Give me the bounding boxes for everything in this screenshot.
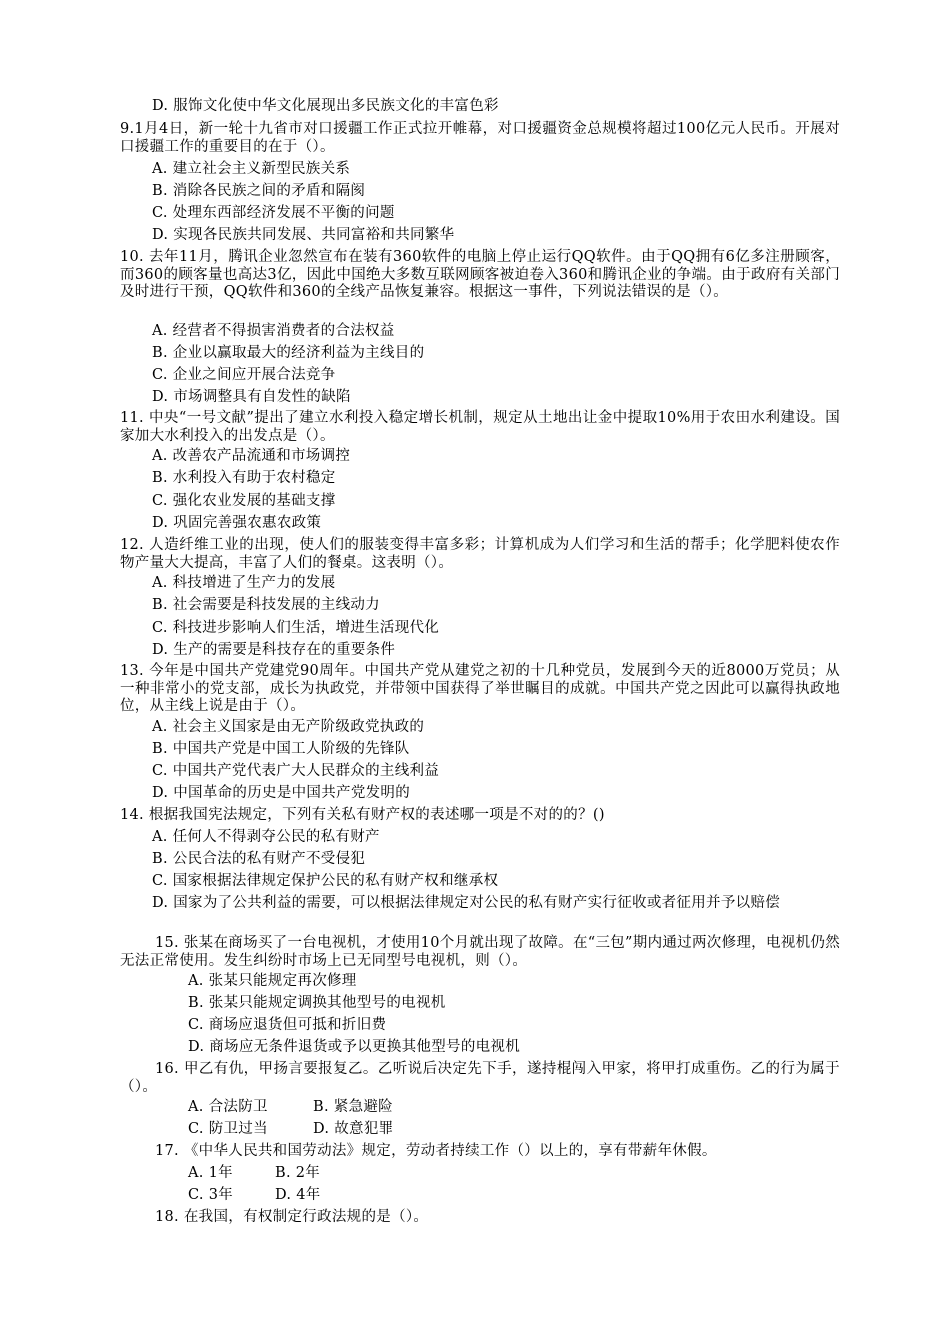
q16-option-a: A. 合法防卫 bbox=[188, 1099, 268, 1115]
q13-stem: 13. 今年是中国共产党建党90周年。中国共产党从建党之初的十几种党员，发展到今天的近8000万党员；从一种非常小的党支部，成长为执政党，并带领中国获得了举世瞩目的成就。中国共产党之因此可以赢得执政地位，从主线上说是由于（）。 bbox=[120, 663, 840, 714]
q10-stem: 10. 去年11月，腾讯企业忽然宣布在装有360软件的电脑上停止运行QQ软件。由于QQ拥有6亿多注册顾客，而360的顾客量也高达3亿，因此中国绝大多数互联网顾客被迫卷入360和腾讯企业的争端。由于政府有关部门及时进行干预，QQ软件和360的全线产品恢复兼容。根据这一事件，下列说法错误的是（）。 bbox=[120, 249, 840, 300]
q10-option-d: D. 市场调整具有自发性的缺陷 bbox=[152, 389, 351, 405]
q12-option-b: B. 社会需要是科技发展的主线动力 bbox=[152, 597, 380, 613]
q10-option-c: C. 企业之间应开展合法竞争 bbox=[152, 367, 336, 383]
q11-option-d: D. 巩固完善强农惠农政策 bbox=[152, 515, 322, 531]
q17-stem: 17. 《中华人民共和国劳动法》规定，劳动者持续工作（）以上的，享有带薪年休假。 bbox=[155, 1143, 717, 1159]
q15-option-a: A. 张某只能规定再次修理 bbox=[188, 973, 357, 989]
q15-option-c: C. 商场应退货但可抵和折旧费 bbox=[188, 1017, 387, 1033]
q11-option-b: B. 水利投入有助于农村稳定 bbox=[152, 470, 336, 486]
q16-option-c: C. 防卫过当 bbox=[188, 1121, 268, 1137]
q17-option-a: A. 1年 bbox=[188, 1165, 233, 1181]
q14-option-d: D. 国家为了公共利益的需要，可以根据法律规定对公民的私有财产实行征收或者征用并予以赔偿 bbox=[152, 895, 781, 911]
q15-option-d: D. 商场应无条件退货或予以更换其他型号的电视机 bbox=[188, 1039, 521, 1055]
q12-option-c: C. 科技进步影响人们生活，增进生活现代化 bbox=[152, 620, 440, 636]
q17-option-b: B. 2年 bbox=[275, 1165, 321, 1181]
q15-stem: 15. 张某在商场买了一台电视机，才使用10个月就出现了故障。在“三包”期内通过两次修理，电视机仍然无法正常使用。发生纠纷时市场上已无同型号电视机，则（）。 bbox=[120, 935, 840, 969]
q10-option-b: B. 企业以赢取最大的经济利益为主线目的 bbox=[152, 345, 425, 361]
q8-option-d: D. 服饰文化使中华文化展现出多民族文化的丰富色彩 bbox=[152, 98, 499, 114]
q11-stem: 11. 中央“一号文献”提出了建立水利投入稳定增长机制，规定从土地出让金中提取10%用于农田水利建设。国家加大水利投入的出发点是（）。 bbox=[120, 410, 840, 444]
q9-option-b: B. 消除各民族之间的矛盾和隔阂 bbox=[152, 183, 366, 199]
q14-option-b: B. 公民合法的私有财产不受侵犯 bbox=[152, 851, 366, 867]
q16-option-d: D. 故意犯罪 bbox=[313, 1121, 394, 1137]
q14-option-c: C. 国家根据法律规定保护公民的私有财产权和继承权 bbox=[152, 873, 499, 889]
q9-option-d: D. 实现各民族共同发展、共同富裕和共同繁华 bbox=[152, 227, 455, 243]
q9-stem: 9.1月4日，新一轮十九省市对口援疆工作正式拉开帷幕，对口援疆资金总规模将超过100亿元人民币。开展对口援疆工作的重要目的在于（）。 bbox=[120, 121, 840, 155]
q15-option-b: B. 张某只能规定调换其他型号的电视机 bbox=[188, 995, 446, 1011]
q10-option-a: A. 经营者不得损害消费者的合法权益 bbox=[152, 323, 395, 339]
q9-option-c: C. 处理东西部经济发展不平衡的问题 bbox=[152, 205, 395, 221]
q17-option-c: C. 3年 bbox=[188, 1187, 234, 1203]
q12-stem: 12. 人造纤维工业的出现，使人们的服装变得丰富多彩；计算机成为人们学习和生活的帮手；化学肥料使农作物产量大大提高，丰富了人们的餐桌。这表明（）。 bbox=[120, 537, 840, 571]
q11-option-a: A. 改善农产品流通和市场调控 bbox=[152, 448, 351, 464]
q17-option-d: D. 4年 bbox=[275, 1187, 321, 1203]
q12-option-a: A. 科技增进了生产力的发展 bbox=[152, 575, 336, 591]
q13-option-c: C. 中国共产党代表广大人民群众的主线利益 bbox=[152, 763, 440, 779]
q14-option-a: A. 任何人不得剥夺公民的私有财产 bbox=[152, 829, 380, 845]
q9-option-a: A. 建立社会主义新型民族关系 bbox=[152, 161, 351, 177]
q13-option-a: A. 社会主义国家是由无产阶级政党执政的 bbox=[152, 719, 425, 735]
q16-stem: 16. 甲乙有仇，甲扬言要报复乙。乙听说后决定先下手，遂持棍闯入甲家，将甲打成重伤。乙的行为属于（）。 bbox=[120, 1061, 840, 1095]
q11-option-c: C. 强化农业发展的基础支撑 bbox=[152, 493, 336, 509]
q14-stem: 14. 根据我国宪法规定，下列有关私有财产权的表述哪一项是不对的的？() bbox=[120, 807, 605, 823]
q13-option-d: D. 中国革命的历史是中国共产党发明的 bbox=[152, 785, 411, 801]
q12-option-d: D. 生产的需要是科技存在的重要条件 bbox=[152, 642, 396, 658]
q18-stem: 18. 在我国，有权制定行政法规的是（）。 bbox=[155, 1209, 429, 1225]
q13-option-b: B. 中国共产党是中国工人阶级的先锋队 bbox=[152, 741, 410, 757]
q16-option-b: B. 紧急避险 bbox=[313, 1099, 393, 1115]
